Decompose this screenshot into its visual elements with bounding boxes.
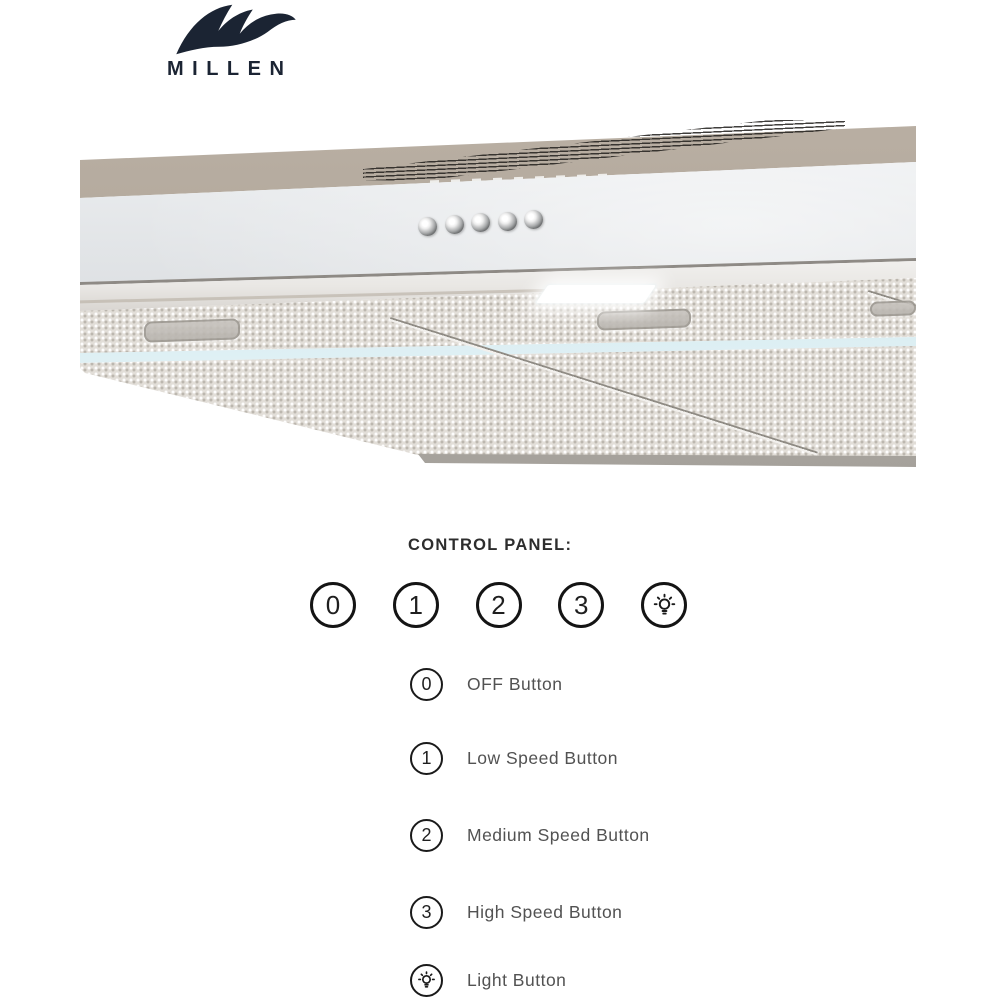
hood-lamp (536, 285, 656, 303)
legend-item-off (410, 667, 562, 701)
button-off: 0 (310, 582, 356, 628)
legend-label: Light Button (467, 969, 567, 990)
brand-logo-mark-icon (170, 2, 302, 58)
chrome-knob (418, 217, 437, 236)
legend-label: OFF Button (467, 673, 563, 694)
chrome-knob (471, 213, 490, 232)
brand-name: MILLEN (167, 58, 293, 80)
legend-label: High Speed Button (467, 901, 623, 922)
chrome-knob (524, 210, 543, 229)
legend-symbol-3: 3 (410, 896, 443, 929)
legend-item-high-speed (410, 895, 622, 929)
legend-label: Medium Speed Button (467, 824, 650, 845)
control-button-row (310, 582, 687, 628)
button-light (641, 582, 687, 628)
legend-item-low-speed (410, 741, 618, 775)
legend-symbol-2: 2 (410, 819, 443, 852)
legend-symbol-off: 0 (410, 668, 443, 701)
button-speed-2: 2 (476, 582, 522, 628)
legend-symbol-light (410, 964, 443, 997)
legend-label: Low Speed Button (467, 747, 619, 768)
range-hood-photo (80, 120, 916, 467)
legend-item-light (410, 963, 566, 997)
control-panel-heading: CONTROL PANEL: (408, 536, 573, 554)
button-speed-1: 1 (393, 582, 439, 628)
legend-symbol-1: 1 (410, 742, 443, 775)
chrome-knob (445, 215, 464, 234)
filter-handle (144, 318, 240, 342)
light-bulb-icon (416, 970, 437, 991)
button-speed-3: 3 (558, 582, 604, 628)
filter-handle (597, 308, 691, 330)
filter-handle (870, 300, 916, 317)
chrome-knob (498, 212, 517, 231)
light-bulb-icon (651, 592, 678, 619)
legend-item-medium-speed (410, 818, 650, 852)
